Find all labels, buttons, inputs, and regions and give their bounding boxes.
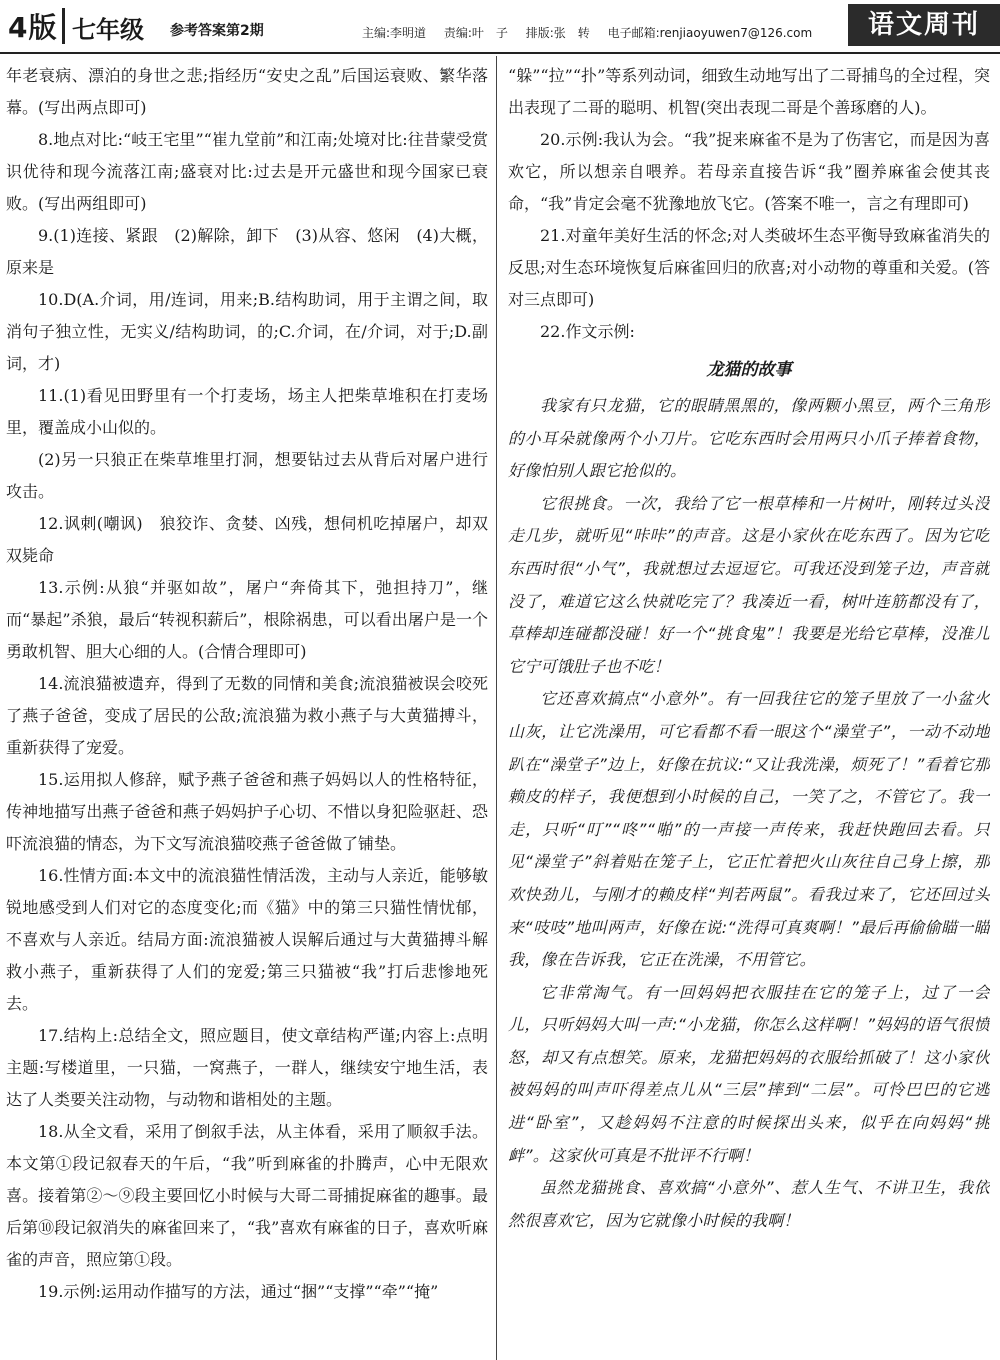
answer-paragraph: 9.(1)连接、紧跟 (2)解除，卸下 (3)从容、悠闲 (4)大概，原来是 xyxy=(6,226,488,277)
duty-editor: 责编:叶 子 xyxy=(443,26,508,40)
essay-paragraph: 它很挑食。一次，我给了它一根草棒和一片树叶，刚转过头没走几步，就听见“咔咔”的声音。这是小家伙在吃东西了。因为它吃东西时很“小气”，我就想过去逗逗它。可我还没到笼子边，声音就没了，难道它这么快就吃完了？我凑近一看，树叶连筋都没有了，草棒却连碰都没碰！好一个“挑食鬼”！我要是光给它草棒，没准儿它宁可饿肚子也不吃！ xyxy=(508,493,990,676)
answer-paragraph: (2)另一只狼正在柴草堆里打洞，想要钻过去从背后对屠户进行攻击。 xyxy=(6,450,488,501)
essay-paragraph: 它非常淘气。有一回妈妈把衣服挂在它的笼子上，过了一会儿，只听妈妈大叫一声:“小龙猫，你怎么这样啊！”妈妈的语气很愤怒，却又有点想笑。原来，龙猫把妈妈的衣服给抓破了！这小家伙被妈妈的叫声吓得差点儿从“三层”摔到“二层”。可怜巴巴的它逃进“卧室”，又趁妈妈不注意的时候探出头来，似乎在向妈妈“挑衅”。这家伙可真是不批评不行啊！ xyxy=(508,982,990,1165)
edition-label: 4版 xyxy=(8,11,58,44)
right-answers xyxy=(508,60,990,348)
answer-paragraph: 19.示例:运用动作描写的方法，通过“捆”“支撑”“牵”“掩” xyxy=(38,1282,439,1301)
column-divider xyxy=(496,56,497,1360)
chief-editor: 主编:李明道 xyxy=(362,26,427,40)
essay-paragraph: 我家有只龙猫，它的眼睛黑黑的，像两颗小黑豆，两个三角形的小耳朵就像两个小刀片。它吃东西时会用两只小爪子捧着食物，好像怕别人跟它抢似的。 xyxy=(508,396,990,481)
answer-paragraph: 15.运用拟人修辞，赋予燕子爸爸和燕子妈妈以人的性格特征，传神地描写出燕子爸爸和燕子妈妈护子心切、不惜以身犯险驱赶、恐吓流浪猫的情态，为下文写流浪猫咬燕子爸爸做了铺垫。 xyxy=(6,770,488,853)
answer-paragraph: 16.性情方面:本文中的流浪猫性情活泼，主动与人亲近，能够敏锐地感受到人们对它的态度变化;而《猫》中的第三只猫性情忧郁，不喜欢与人亲近。结局方面:流浪猫被人误解后通过与大黄猫搏斗解救小燕子，重新获得了人们的宠爱;第三只猫被“我”打后悲惨地死去。 xyxy=(6,866,488,1013)
essay-paragraph: 它还喜欢搞点“小意外”。有一回我往它的笼子里放了一小盆火山灰，让它洗澡用，可它看都不看一眼这个“澡堂子”，一动不动地趴在“澡堂子”边上，好像在抗议:“又让我洗澡，烦死了！”看着它那赖皮的样子，我便想到小时候的自己，一笑了之，不管它了。我一走，只听“叮”“咚”“啪”的一声接一声传来，我赶快跑回去看。只见“澡堂子”斜着贴在笼子上，它正忙着把火山灰往自己身上擦，那欢快劲儿，与刚才的赖皮样“判若两鼠”。看我过来了，它还回过头来“吱吱”地叫两声，好像在说:“洗得可真爽啊！”最后再偷偷瞄一瞄我，像在告诉我，它正在洗澡，不用管它。 xyxy=(508,689,990,970)
answer-paragraph: 22.作文示例: xyxy=(540,322,635,341)
answer-paragraph: 18.从全文看，采用了倒叙手法，从主体看，采用了顺叙手法。本文第①段记叙春天的午后，“我”听到麻雀的扑腾声，心中无限欢喜。接着第②～⑨段主要回忆小时候与大哥二哥捕捉麻雀的趣事。最后第⑩段记叙消失的麻雀回来了，“我”喜欢有麻雀的日子，喜欢听麻雀的声音，照应第①段。 xyxy=(6,1122,488,1269)
answer-paragraph: 11.(1)看见田野里有一个打麦场，场主人把柴草堆积在打麦场里，覆盖成小山似的。 xyxy=(6,386,488,437)
essay-body xyxy=(508,390,990,1237)
right-column xyxy=(508,60,990,1356)
header-divider xyxy=(62,8,65,44)
credits-line xyxy=(362,24,826,41)
page-header xyxy=(0,0,1000,54)
answer-paragraph: 13.示例:从狼“并驱如故”，屠户“奔倚其下，弛担持刀”，继而“暴起”杀狼，最后“转视积薪后”，根除祸患，可以看出屠户是一个勇敢机智、胆大心细的人。(合情合理即可) xyxy=(6,578,488,661)
layout-editor: 排版:张 转 xyxy=(525,26,590,40)
sample-essay xyxy=(508,354,990,1237)
essay-paragraph: 虽然龙猫挑食、喜欢搞“小意外”、惹人生气、不讲卫生，我依然很喜欢它，因为它就像小时候的我啊！ xyxy=(508,1178,990,1230)
brand-logo: 语文周刊 xyxy=(848,4,1000,46)
issue-label: 参考答案第2期 xyxy=(170,23,264,39)
answer-paragraph: 14.流浪猫被遗弃，得到了无数的同情和美食;流浪猫被误会咬死了燕子爸爸，变成了居民的公敌;流浪猫为救小燕子与大黄猫搏斗，重新获得了宠爱。 xyxy=(6,674,488,757)
answer-paragraph: 8.地点对比:“岐王宅里”“崔九堂前”和江南;处境对比:往昔蒙受赏识优待和现今流落江南;盛衰对比:过去是开元盛世和现今国家已衰败。(写出两组即可) xyxy=(6,130,488,213)
answer-paragraph: 20.示例:我认为会。“我”捉来麻雀不是为了伤害它，而是因为喜欢它，所以想亲自喂养。若母亲直接告诉“我”圈养麻雀会使其丧命，“我”肯定会毫不犹豫地放飞它。(答案不唯一，言之有理即可) xyxy=(508,130,990,213)
essay-title: 龙猫的故事 xyxy=(706,360,792,380)
answer-paragraph: 12.讽刺(嘲讽) 狼狡诈、贪婪、凶残，想伺机吃掉屠户，却双双毙命 xyxy=(6,514,488,565)
email: 电子邮箱:renjiaoyuwen7@126.com xyxy=(607,26,813,40)
answer-paragraph: 21.对童年美好生活的怀念;对人类破坏生态平衡导致麻雀消失的反思;对生态环境恢复后麻雀回归的欣喜;对小动物的尊重和关爱。(答对三点即可) xyxy=(508,226,990,309)
answer-paragraph: “躲”“拉”“扑”等系列动词，细致生动地写出了二哥捕鸟的全过程，突出表现了二哥的聪明、机智(突出表现二哥是个善琢磨的人)。 xyxy=(508,66,990,117)
grade-label: 七年级 xyxy=(72,15,144,44)
answer-paragraph: 年老衰病、漂泊的身世之悲;指经历“安史之乱”后国运衰败、繁华落幕。(写出两点即可) xyxy=(6,66,488,117)
answer-paragraph: 10.D(A.介词，用/连词，用来;B.结构助词，用于主谓之间，取消句子独立性，无实义/结构助词，的;C.介词，在/介词，对于;D.副词，才) xyxy=(6,290,488,373)
answer-paragraph: 17.结构上:总结全文，照应题目，使文章结构严谨;内容上:点明主题:写楼道里，一只猫，一窝燕子，一群人，继续安宁地生活，表达了人类要关注动物，与动物和谐相处的主题。 xyxy=(6,1026,488,1109)
left-column xyxy=(6,60,488,1356)
